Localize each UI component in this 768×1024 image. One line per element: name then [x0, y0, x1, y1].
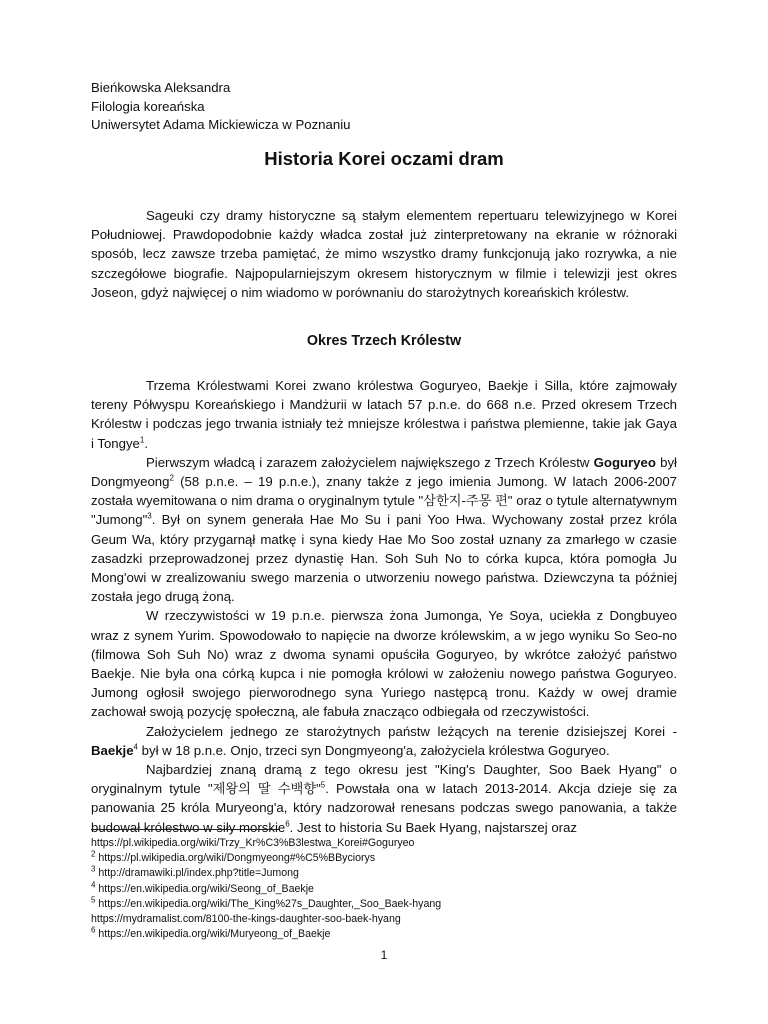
footnote-3[interactable]: [91, 866, 441, 881]
footnote-ref-6: 6: [285, 819, 290, 829]
paragraph-5-text-a: Najbardziej znaną dramą z tego okresu jest "King's Daughter, Soo Baek Hyang" o oryginalnym tytule "제왕의 딸 수백향": [91, 762, 677, 797]
author-university: Uniwersytet Adama Mickiewicza w Poznaniu: [91, 117, 351, 132]
footnote-5-continuation[interactable]: [91, 912, 441, 927]
main-section: [91, 376, 677, 837]
footnote-5[interactable]: [91, 897, 441, 912]
paragraph-5-text-c: . Jest to historia Su Baek Hyang, najstarszej oraz: [289, 819, 578, 835]
footnote-link[interactable]: https://pl.wikipedia.org/wiki/Dongmyeong#%C5%BByciorys: [95, 852, 376, 865]
footnote-4[interactable]: [91, 882, 441, 897]
paragraph-5: [91, 760, 677, 837]
footnote-number: 3: [91, 864, 96, 874]
paragraph-2-text-d: . Był on synem generała Hae Mo Su i pani Yoo Hwa. Wychowany został przez króla Geum Wa, który przygarnął matkę i syna kiedy Hae Mo Soo został uznany za zmarłego w czasie zasadzki przeprowadzonej przez dynastię Han. Soh Suh No to córka kupca, która pomogła Ju Mong'owi w zrealizowaniu swego marzenia o utworzeniu nowego państwa. Dziewczyna ta później została jego drugą żoną.: [91, 512, 677, 605]
section-title: Okres Trzech Królestw: [306, 333, 462, 349]
paragraph-4: [91, 722, 677, 760]
paragraph-2-text-c: (58 p.n.e. – 19 p.n.e.), znany także z jego imienia Jumong. W latach 2006-2007 została wyemitowana o nim drama o oryginalnym tytule "삼한지-주몽 편" oraz o tytule alternatywnym "Jumong": [91, 474, 677, 528]
author-block: [91, 79, 350, 135]
paragraph-5-text-b: . Powstała ona w latach 2013-2014. Akcja dzieje się za panowania 25 króla Muryeong'a, który nadzorował renesans podczas swego panowania, a także budował królestwo w siły morskie: [91, 781, 678, 835]
author-name: Bieńkowska Aleksandra: [91, 80, 231, 95]
intro-section: [91, 206, 677, 302]
footnote-number: 5: [91, 895, 96, 905]
document-title: Historia Korei oczami dram: [264, 148, 504, 169]
paragraph-1-end: .: [144, 435, 149, 451]
paragraph-3: W rzeczywistości w 19 p.n.e. pierwsza żona Jumonga, Ye Soya, uciekła z Dongbuyeo wraz z synem Yurim. Spowodowało to napięcie na dworze królewskim, a w jego wyniku So Seo-no (filmowa Soh Suh No) wraz z dwoma synami opuściła Goguryeo, by wkrótce założyć państwo Baekje. Nie była ona córką kupca i nie pomogła królowi w założeniu nowego państwa Goguryeo. Jumong ogłosił swojego pierworodnego syna Yuriego następcą tronu. Każdy w owej dramie zachował swoją pozycję społeczną, ale fabuła znacząco odbiegała od rzeczywistości.: [91, 608, 677, 720]
footnote-2[interactable]: [91, 851, 441, 866]
paragraph-4-text-b: był w 18 p.n.e. Onjo, trzeci syn Dongmyeong'a, założyciela królestwa Goguryeo.: [137, 742, 610, 758]
footnote-ref-5: 5: [320, 780, 326, 790]
paragraph-1-text: Trzema Królestwami Korei zwano królestwa Goguryeo, Baekje i Silla, które zajmowały tereny Półwyspu Koreańskiego i Mandżurii w latach 57 p.n.e. do 668 n.e. Przed okresem Trzech Królestw i podczas jego trwania istniały też mniejsze królestwa i państwa plemienne, takie jak Gaya i Tongye: [91, 378, 677, 451]
footnote-link[interactable]: https://mydramalist.com/8100-the-kings-daughter-soo-baek-hyang: [91, 913, 401, 926]
intro-paragraph: Sageuki czy dramy historyczne są stałym elementem repertuaru telewizyjnego w Korei Południowej. Prawdopodobnie każdy władca został już zinterpretowany na ekranie w różnoraki sposób, lecz zawsze trzeba pamiętać, że mimo wszystko dramy funkcjonują jako rozrywka, a nie szczegółowe biografie. Najpopularniejszym okresem historycznym w filmie i telewizji jest okres Joseon, gdyż najwięcej o nim wiadomo w porównaniu do starożytnych koreańskich królestw.: [91, 208, 677, 300]
footnote-link[interactable]: https://en.wikipedia.org/wiki/Muryeong_of_Baekje: [95, 928, 331, 941]
paragraph-2-text-a: Pierwszym władcą i zarazem założycielem największego z Trzech Królestw: [146, 454, 594, 470]
footnote-6[interactable]: [91, 927, 441, 942]
footnote-ref-3: 3: [147, 512, 152, 522]
paragraph-2-text-b: był Dongmyeong: [91, 454, 677, 490]
page-number: 1: [380, 948, 388, 962]
paragraph-1: [91, 376, 677, 453]
footnote-number: 4: [91, 880, 96, 890]
footnote-link[interactable]: http://dramawiki.pl/index.php?title=Jumong: [95, 867, 299, 880]
footnote-ref-1: 1: [139, 435, 145, 445]
footnote-link[interactable]: https://en.wikipedia.org/wiki/The_King%27s_Daughter,_Soo_Baek-hyang: [95, 897, 442, 910]
paragraph-2: [91, 453, 677, 607]
footnote-link[interactable]: https://pl.wikipedia.org/wiki/Trzy_Kr%C3%B3lestwa_Korei#Goguryeo: [91, 837, 415, 849]
footnote-ref-2: 2: [169, 473, 174, 483]
author-department: Filologia koreańska: [91, 98, 205, 114]
footnote-link[interactable]: https://en.wikipedia.org/wiki/Seong_of_Baekje: [95, 882, 314, 895]
paragraph-4-bold: Baekje: [91, 742, 134, 758]
footnotes: [91, 836, 441, 942]
paragraph-2-bold: Goguryeo: [593, 454, 656, 470]
footnote-number: 6: [91, 925, 96, 935]
footnote-ref-4: 4: [133, 742, 138, 752]
paragraph-4-text-a: Założycielem jednego ze starożytnych państw leżących na terenie dzisiejszej Korei -: [146, 723, 677, 739]
footnote-separator: [91, 829, 280, 830]
footnote-number: 2: [91, 849, 96, 859]
footnote-1[interactable]: [91, 836, 441, 851]
